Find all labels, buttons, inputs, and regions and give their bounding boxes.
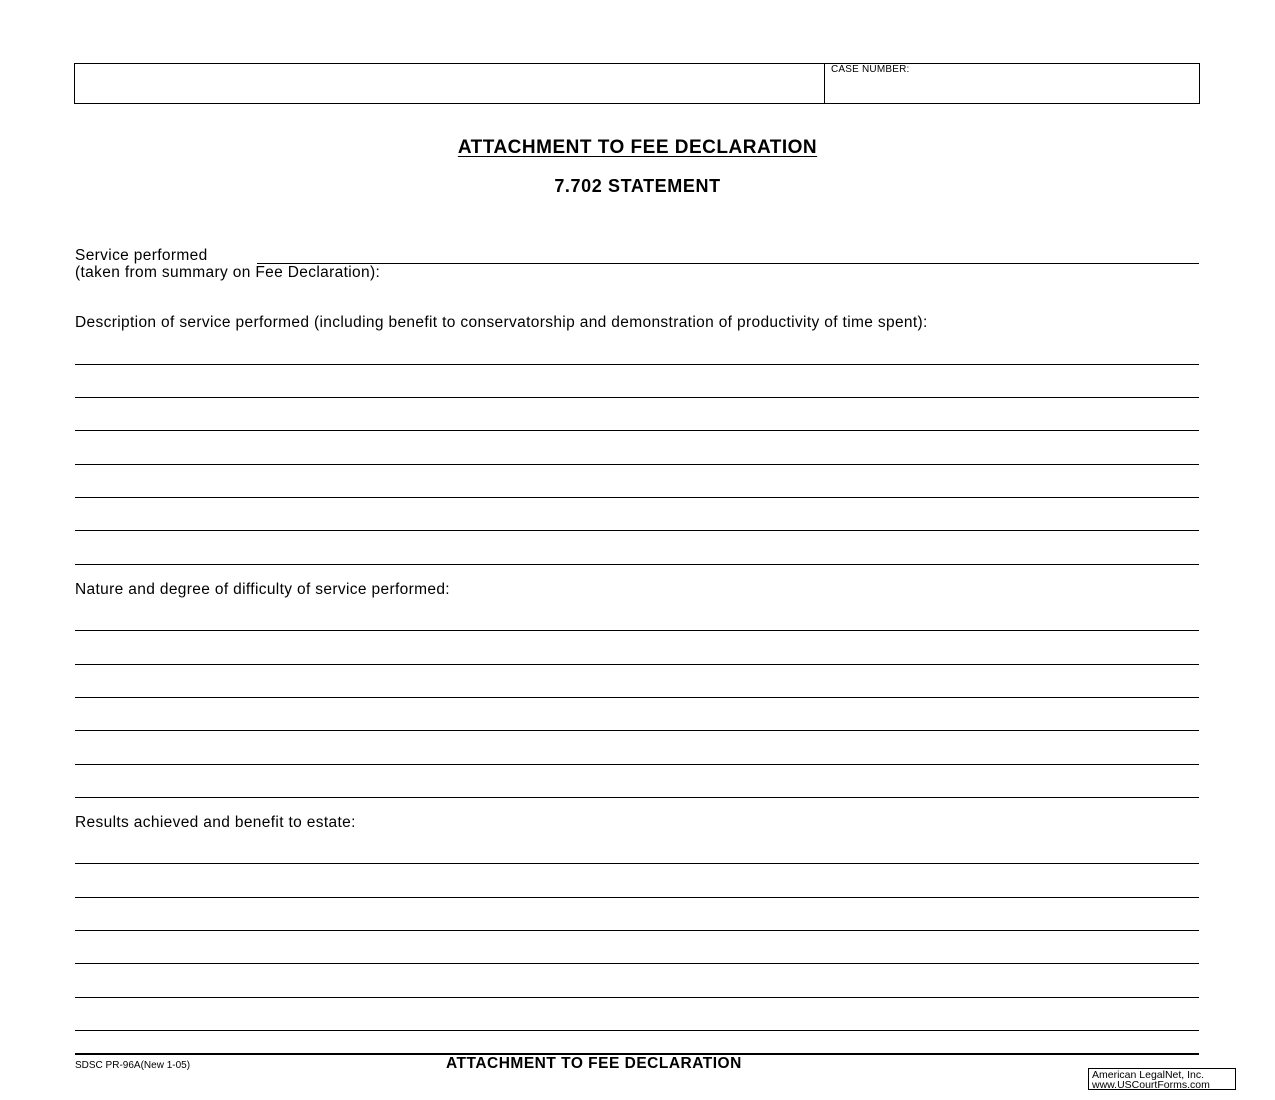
results-label: Results achieved and benefit to estate: — [75, 814, 356, 831]
nature-line[interactable] — [75, 664, 1199, 665]
results-line[interactable] — [75, 897, 1199, 898]
description-line[interactable] — [75, 397, 1199, 398]
description-line[interactable] — [75, 464, 1199, 465]
description-line[interactable] — [75, 430, 1199, 431]
description-line[interactable] — [75, 497, 1199, 498]
description-label: Description of service performed (including benefit to conservatorship and demonstration of productivity of time spent): — [75, 314, 928, 331]
case-number-label: CASE NUMBER: — [831, 64, 910, 75]
results-line[interactable] — [75, 1030, 1199, 1031]
page-subtitle: 7.702 STATEMENT — [554, 176, 721, 196]
nature-line[interactable] — [75, 764, 1199, 765]
service-performed-sublabel: (taken from summary on Fee Declaration): — [75, 264, 381, 281]
nature-line[interactable] — [75, 797, 1199, 798]
nature-label: Nature and degree of difficulty of service performed: — [75, 581, 450, 598]
description-line[interactable] — [75, 364, 1199, 365]
results-line[interactable] — [75, 963, 1199, 964]
results-line[interactable] — [75, 930, 1199, 931]
publisher-box — [1088, 1068, 1236, 1090]
page-title — [0, 137, 1275, 159]
nature-line[interactable] — [75, 697, 1199, 698]
page-title-text: ATTACHMENT TO FEE DECLARATION — [457, 137, 818, 158]
publisher-url: www.USCourtForms.com — [1092, 1079, 1210, 1091]
results-line[interactable] — [75, 863, 1199, 864]
nature-line[interactable] — [75, 630, 1199, 631]
description-line[interactable] — [75, 530, 1199, 531]
results-line[interactable] — [75, 997, 1199, 998]
header-box — [74, 63, 1200, 104]
nature-line[interactable] — [75, 730, 1199, 731]
footer-title: ATTACHMENT TO FEE DECLARATION — [446, 1055, 742, 1072]
service-performed-label: Service performed — [75, 247, 208, 264]
description-line[interactable] — [75, 564, 1199, 565]
publisher-name: American LegalNet, Inc. — [1092, 1069, 1205, 1081]
form-id: SDSC PR-96A(New 1-05) — [75, 1060, 191, 1071]
header-divider — [824, 63, 825, 104]
service-performed-line[interactable] — [257, 263, 1199, 264]
